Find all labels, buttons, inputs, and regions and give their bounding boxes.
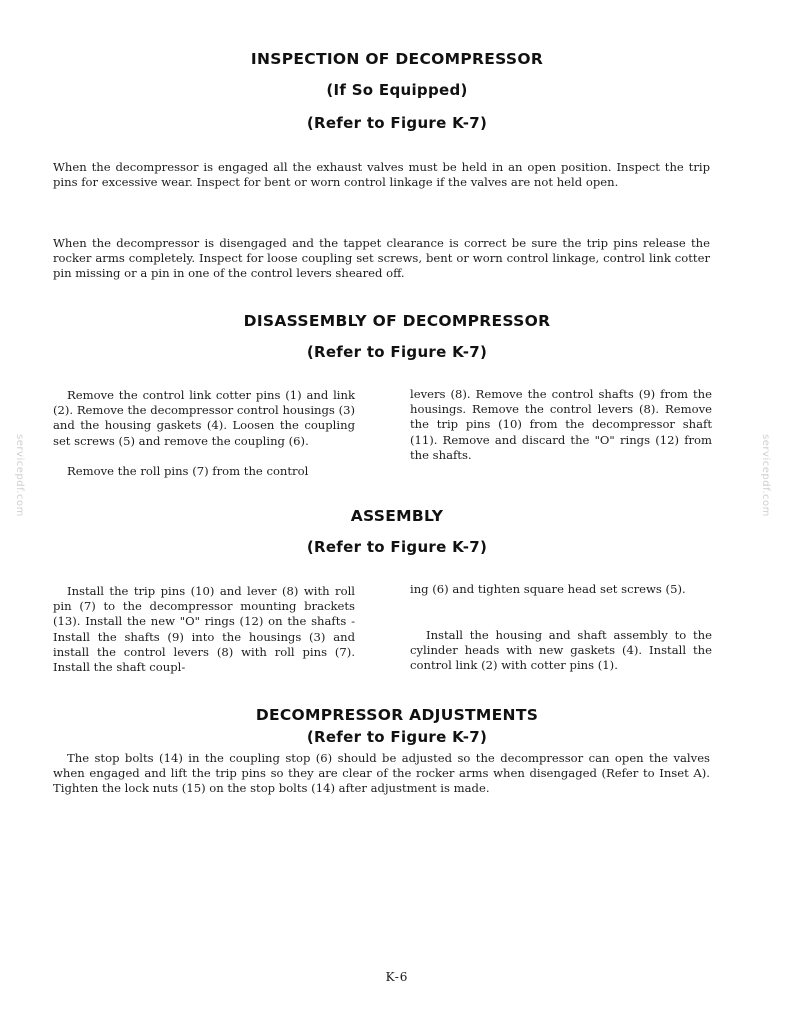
assembly-right-paragraph-1: ing (6) and tighten square head set screws (5).: [410, 582, 686, 596]
page-number: K-6: [385, 970, 409, 984]
assembly-right-paragraph-2: Install the housing and shaft assembly to the cylinder heads with new gaskets (4). Install the control link (2) with cotter pins (1).: [410, 628, 712, 673]
assembly-title: ASSEMBLY: [350, 507, 444, 525]
disassembly-right-paragraph: levers (8). Remove the control shafts (9) from the housings. Remove the control levers (8). Remove the trip pins (10) from the decompressor shaft (11). Remove and discard the "O" rings (12) from the shafts.: [410, 387, 712, 462]
adjustments-paragraph: The stop bolts (14) in the coupling stop (6) should be adjusted so the decompressor can open the valves when engaged and lift the trip pins so they are clear of the rocker arms when disengaged (Refer to Inset A). Tighten the lock nuts (15) on the stop bolts (14) after adjustment is made.: [53, 751, 710, 796]
disassembly-left-continuation: Remove the roll pins (7) from the control: [67, 464, 309, 478]
inspection-refer: (Refer to Figure K-7): [306, 114, 488, 132]
adjustments-title: DECOMPRESSOR ADJUSTMENTS: [255, 706, 539, 724]
inspection-paragraph-2: When the decompressor is disengaged and the tappet clearance is correct be sure the trip pins release the rocker arms completely. Inspect for loose coupling set screws, bent or worn control linkage, control link cotter pin missing or a pin in one of the control levers sheared off.: [53, 236, 710, 281]
inspection-title: INSPECTION OF DECOMPRESSOR: [250, 50, 544, 68]
assembly-refer: (Refer to Figure K-7): [306, 538, 488, 556]
adjustments-refer: (Refer to Figure K-7): [306, 728, 488, 746]
disassembly-refer: (Refer to Figure K-7): [306, 343, 488, 361]
assembly-left-paragraph: Install the trip pins (10) and lever (8) with roll pin (7) to the decompressor mounting brackets (13). Install the new "O" rings (12) on the shafts - Install the shafts (9) into the housings (3) and install the control levers (8) with roll pins (7). Install the shaft coupl-: [53, 584, 355, 675]
inspection-paragraph-1: When the decompressor is engaged all the exhaust valves must be held in an open position. Inspect the trip pins for excessive wear. Inspect for bent or worn control linkage if the valves are not held open.: [53, 160, 710, 190]
watermark-left: servicepdf.com: [13, 434, 25, 517]
disassembly-left-paragraph: Remove the control link cotter pins (1) and link (2). Remove the decompressor control housings (3) and the housing gaskets (4). Loosen the coupling set screws (5) and remove the coupling (6).: [53, 388, 355, 448]
inspection-subtitle: (If So Equipped): [326, 81, 468, 99]
disassembly-title: DISASSEMBLY OF DECOMPRESSOR: [243, 312, 551, 330]
watermark-right: servicepdf.com: [759, 434, 771, 517]
